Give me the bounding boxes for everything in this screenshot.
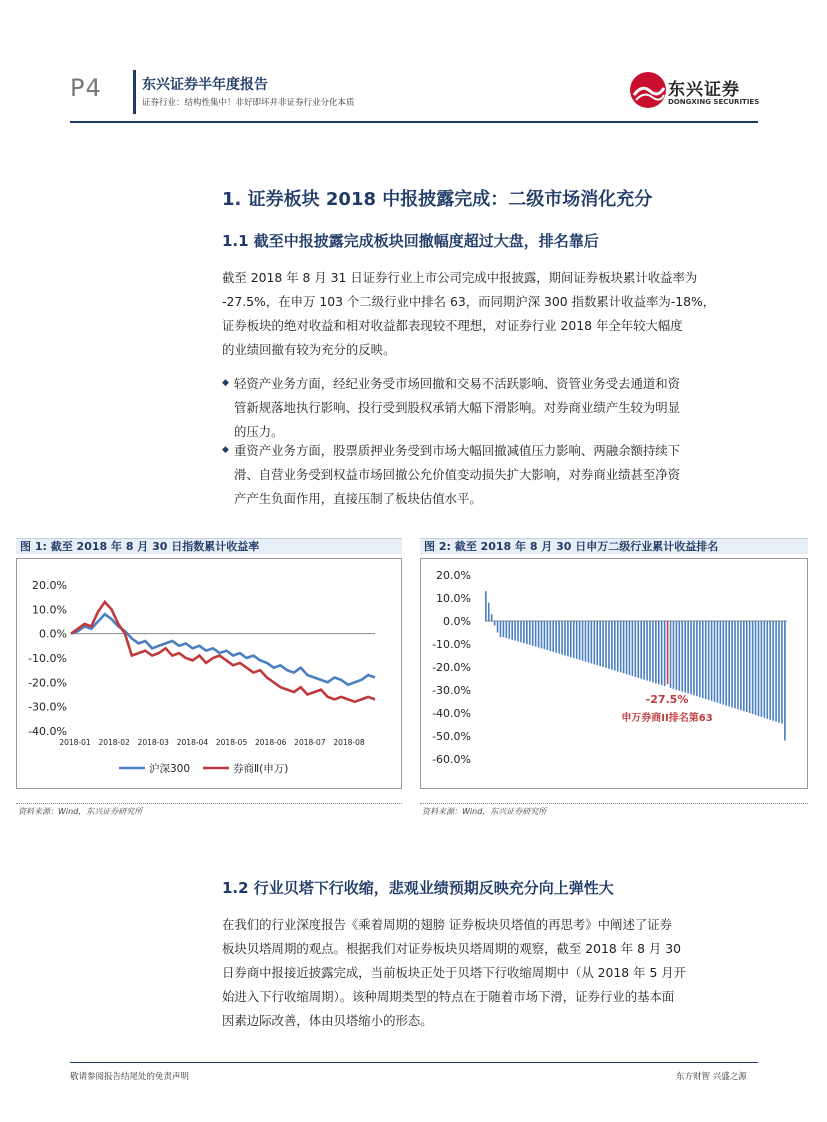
bar xyxy=(608,621,610,669)
header-divider xyxy=(133,70,136,114)
annotation-label: 申万券商II排名第63 xyxy=(621,713,713,724)
bar xyxy=(664,621,666,686)
bar xyxy=(623,621,625,673)
bar xyxy=(684,621,686,692)
bar xyxy=(529,621,531,645)
x-tick-label: 2018-03 xyxy=(137,738,169,747)
y-tick-label: -60.0% xyxy=(432,753,471,766)
figure1-frame xyxy=(16,558,402,789)
bar xyxy=(681,621,683,692)
bar xyxy=(764,621,766,718)
x-tick-label: 2018-05 xyxy=(215,738,248,747)
bar xyxy=(749,621,751,713)
source-divider xyxy=(420,803,808,804)
bar xyxy=(711,621,713,701)
bar xyxy=(555,621,557,653)
bar xyxy=(717,621,719,703)
bar xyxy=(720,621,722,704)
y-tick-label: 20.0% xyxy=(436,569,471,582)
y-tick-label: -30.0% xyxy=(432,684,471,697)
figure1-line-chart xyxy=(17,559,401,788)
bar xyxy=(561,621,563,655)
footer-rule xyxy=(70,1062,758,1063)
bar xyxy=(702,621,704,698)
y-tick-label: -20.0% xyxy=(28,676,67,690)
bar xyxy=(673,621,675,689)
text-line: 的压力。 xyxy=(234,424,284,439)
brand-name: 东兴证券 xyxy=(668,80,740,100)
bar xyxy=(640,621,642,679)
bar xyxy=(755,621,757,715)
source-divider xyxy=(16,803,402,804)
header-rule xyxy=(70,121,758,123)
bar xyxy=(593,621,595,664)
text-line: 日券商中报接近披露完成，当前板块正处于贝塔下行收缩周期中（从 2018 年 5 月开 xyxy=(222,965,687,980)
section-heading: 1. 证券板块 2018 中报披露完成：二级市场消化充分 xyxy=(222,189,653,210)
text-line: -27.5%，在申万 103 个二级行业中排名 63，而同期沪深 300 指数累计收益率为-18%， xyxy=(222,294,716,309)
bar xyxy=(558,621,560,654)
page-number: P4 xyxy=(70,74,102,102)
bar xyxy=(758,621,760,716)
bar xyxy=(588,621,590,663)
text-line: 证券板块的绝对收益和相对收益都表现较不理想，对证券行业 2018 年全年较大幅度 xyxy=(222,318,683,333)
bar xyxy=(708,621,710,700)
bar xyxy=(676,621,678,690)
bar xyxy=(508,621,510,639)
bar xyxy=(567,621,569,656)
bar xyxy=(743,621,745,711)
x-tick-label: 2018-06 xyxy=(255,738,287,747)
bar xyxy=(535,621,537,647)
beta-paragraph xyxy=(222,913,762,1033)
bar xyxy=(617,621,619,672)
bar xyxy=(503,621,505,637)
bar xyxy=(784,621,786,741)
bar xyxy=(772,621,774,721)
x-tick-label: 2018-04 xyxy=(176,738,209,747)
brand-name-en: DONGXING SECURITIES xyxy=(668,98,760,106)
bar xyxy=(614,621,616,671)
bar xyxy=(761,621,763,717)
bar xyxy=(591,621,593,663)
bar xyxy=(491,614,493,621)
bar xyxy=(526,621,528,644)
bar xyxy=(775,621,777,722)
figure1-caption: 图 1: 截至 2018 年 8 月 30 日指数累计收益率 xyxy=(16,538,402,554)
bar xyxy=(520,621,522,642)
y-tick-label: 20.0% xyxy=(32,579,67,592)
y-tick-label: 0.0% xyxy=(39,627,67,641)
bar xyxy=(643,621,645,680)
bar xyxy=(670,621,672,688)
text-line: 轻资产业务方面，经纪业务受市场回撤和交易不活跃影响、资管业务受去通道和资 xyxy=(234,376,681,391)
bar xyxy=(570,621,572,657)
bar xyxy=(737,621,739,709)
subsection-heading-1-1: 1.1 截至中报披露完成板块回撤幅度超过大盘，排名靠后 xyxy=(222,232,599,250)
bullet-light-assets xyxy=(234,372,764,444)
bullet-heavy-assets xyxy=(234,439,764,511)
bar xyxy=(679,621,681,691)
disclaimer-note: 敬请参阅报告结尾处的免责声明 xyxy=(70,1072,190,1082)
bar xyxy=(658,621,660,684)
report-subtitle: 证券行业：结构性集中！非好即坏并非证券行业分化本质 xyxy=(142,98,355,108)
text-line: 的业绩回撤有较为充分的反映。 xyxy=(222,342,396,357)
bar xyxy=(693,621,695,695)
text-line: 截至 2018 年 8 月 31 日证券行业上市公司完成中报披露，期间证券板块累计收益率为 xyxy=(222,270,698,285)
series-line xyxy=(71,614,375,685)
y-tick-label: -20.0% xyxy=(432,661,471,674)
bar xyxy=(690,621,692,694)
figure2-frame xyxy=(420,558,808,789)
highlight-bar xyxy=(667,621,669,684)
bar xyxy=(687,621,689,693)
y-tick-label: -50.0% xyxy=(432,730,471,743)
x-tick-label: 2018-02 xyxy=(98,738,130,747)
y-tick-label: -40.0% xyxy=(432,707,471,720)
x-tick-label: 2018-07 xyxy=(294,738,326,747)
figure2-caption: 图 2: 截至 2018 年 8 月 30 日申万二级行业累计收益排名 xyxy=(420,538,808,554)
bar xyxy=(752,621,754,714)
bar xyxy=(728,621,730,706)
bar xyxy=(649,621,651,681)
bar xyxy=(611,621,613,670)
bar xyxy=(781,621,783,724)
dongxing-logo-icon xyxy=(628,70,668,110)
bar xyxy=(646,621,648,681)
bar xyxy=(629,621,631,675)
bar xyxy=(723,621,725,705)
bar xyxy=(740,621,742,710)
bar xyxy=(714,621,716,702)
bar xyxy=(544,621,546,649)
bar xyxy=(550,621,552,651)
bar xyxy=(500,621,502,637)
text-line: 滑、自营业务受到权益市场回撤公允价值变动损失扩大影响，对券商业绩甚至净资 xyxy=(234,467,681,482)
y-tick-label: 10.0% xyxy=(436,592,471,605)
bar xyxy=(541,621,543,648)
bar xyxy=(494,621,496,626)
bar xyxy=(652,621,654,682)
bar xyxy=(517,621,519,641)
diamond-bullet-icon: ◆ xyxy=(222,445,229,455)
figure2-source: 资料来源：Wind，东兴证券研究所 xyxy=(422,807,547,816)
text-line: 在我们的行业深度报告《乘着周期的翅膀 证券板块贝塔值的再思考》中阐述了证券 xyxy=(222,917,673,932)
bar xyxy=(705,621,707,699)
figure1-source: 资料来源：Wind，东兴证券研究所 xyxy=(18,807,143,816)
bar xyxy=(547,621,549,650)
text-line: 始进入下行收缩周期）。该种周期类型的特点在于随着市场下滑，证券行业的基本面 xyxy=(222,989,675,1004)
bar xyxy=(725,621,727,706)
text-line: 板块贝塔周期的观点。根据我们对证券板块贝塔周期的观察，截至 2018 年 8 月 30 xyxy=(222,941,681,956)
bar xyxy=(766,621,768,719)
bar xyxy=(514,621,516,641)
x-tick-label: 2018-08 xyxy=(333,738,365,747)
report-title: 东兴证券半年度报告 xyxy=(142,77,268,93)
text-line: 产产生负面作用，直接压制了板块估值水平。 xyxy=(234,491,482,506)
bar xyxy=(564,621,566,655)
bar xyxy=(602,621,604,667)
bar xyxy=(552,621,554,652)
bar xyxy=(585,621,587,662)
subsection-heading-1-2: 1.2 行业贝塔下行收缩，悲观业绩预期反映充分向上弹性大 xyxy=(222,879,614,897)
bar xyxy=(485,591,487,621)
bar xyxy=(731,621,733,707)
bar xyxy=(523,621,525,643)
bar xyxy=(596,621,598,665)
y-tick-label: 0.0% xyxy=(443,615,471,628)
bar xyxy=(506,621,508,638)
text-line: 重资产业务方面，股票质押业务受到市场大幅回撤减值压力影响、两融余额持续下 xyxy=(234,443,681,458)
bar xyxy=(778,621,780,723)
legend-label: 券商Ⅱ(申万) xyxy=(233,763,289,775)
text-line: 因素边际改善，体由贝塔缩小的形态。 xyxy=(222,1013,433,1028)
bar xyxy=(620,621,622,672)
y-tick-label: -10.0% xyxy=(28,652,67,665)
bar xyxy=(696,621,698,696)
footer-slogan: 东方财智 兴盛之源 xyxy=(676,1072,747,1082)
bar xyxy=(579,621,581,660)
annotation-value: -27.5% xyxy=(645,693,689,706)
bar xyxy=(599,621,601,666)
bar xyxy=(632,621,634,676)
bar xyxy=(626,621,628,674)
y-tick-label: 10.0% xyxy=(32,603,67,617)
y-tick-label: -10.0% xyxy=(432,638,471,651)
x-tick-label: 2018-01 xyxy=(59,738,91,747)
bar xyxy=(582,621,584,661)
bar xyxy=(746,621,748,712)
bar xyxy=(635,621,637,677)
legend-label: 沪深300 xyxy=(149,763,191,775)
bar xyxy=(661,621,663,685)
y-tick-label: -40.0% xyxy=(28,725,67,738)
bar xyxy=(488,603,490,621)
y-tick-label: -30.0% xyxy=(28,700,67,714)
bar xyxy=(511,621,513,640)
intro-paragraph xyxy=(222,266,762,362)
bar xyxy=(538,621,540,648)
bar xyxy=(699,621,701,697)
bar xyxy=(573,621,575,658)
bar xyxy=(605,621,607,668)
bar xyxy=(637,621,639,678)
bar xyxy=(497,621,499,633)
diamond-bullet-icon: ◆ xyxy=(222,378,229,388)
figure2-bar-chart xyxy=(421,559,807,788)
bar xyxy=(734,621,736,708)
bar xyxy=(532,621,534,646)
bar xyxy=(576,621,578,659)
bar xyxy=(769,621,771,720)
text-line: 管新规落地执行影响、投行受到股权承销大幅下滑影响。对券商业绩产生较为明显 xyxy=(234,400,681,415)
bar xyxy=(655,621,657,683)
